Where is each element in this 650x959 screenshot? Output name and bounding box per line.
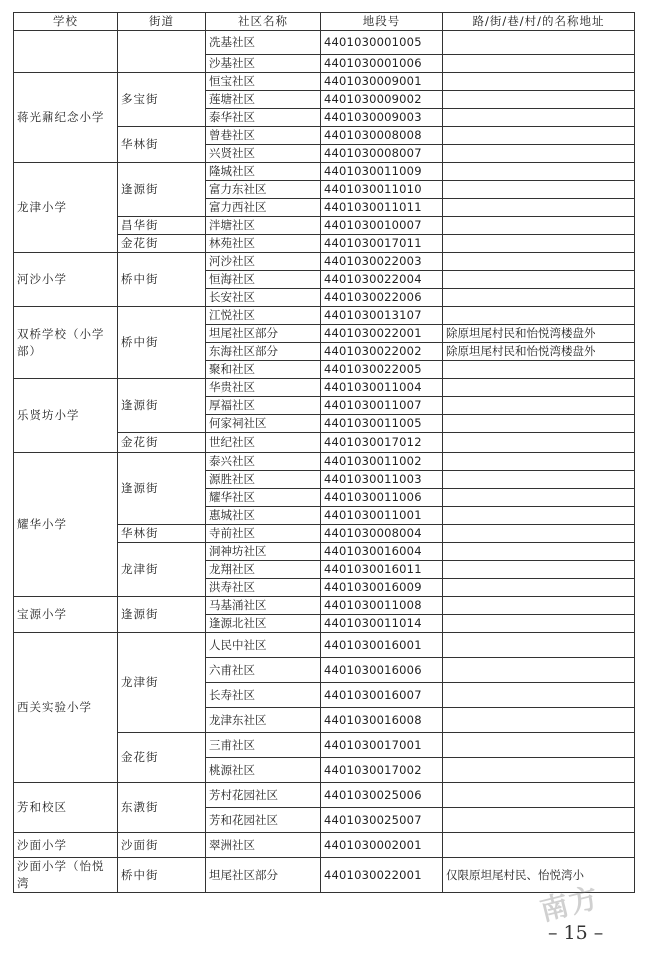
address-cell [443,217,635,235]
street-cell: 桥中街 [118,253,206,307]
community-cell: 泰兴社区 [206,453,321,471]
street-cell: 桥中街 [118,307,206,379]
community-cell: 聚和社区 [206,361,321,379]
street-cell: 龙津街 [118,633,206,733]
address-cell: 仅限原坦尾村民、怡悦湾小 [443,858,635,893]
community-cell: 龙津东社区 [206,708,321,733]
plot-number-cell: 4401030011003 [321,471,443,489]
community-cell: 洞神坊社区 [206,543,321,561]
table-row [14,31,635,55]
address-cell [443,31,635,55]
address-cell [443,808,635,833]
community-cell: 曾巷社区 [206,127,321,145]
community-cell: 东海社区部分 [206,343,321,361]
header-plot-number: 地段号 [321,13,443,31]
page-number: – 15 – [548,922,604,944]
address-cell [443,758,635,783]
address-cell [443,235,635,253]
table-body [14,31,635,893]
plot-number-cell: 4401030016004 [321,543,443,561]
street-cell: 金花街 [118,433,206,453]
plot-number-cell: 4401030010007 [321,217,443,235]
header-address: 路/街/巷/村/的名称地址 [443,13,635,31]
street-cell: 龙津街 [118,543,206,597]
plot-number-cell: 4401030017012 [321,433,443,453]
street-cell: 逢源街 [118,453,206,525]
address-cell [443,633,635,658]
school-cell: 双桥学校（小学部） [14,307,118,379]
header-street: 街道 [118,13,206,31]
plot-number-cell: 4401030011005 [321,415,443,433]
community-cell: 江悦社区 [206,307,321,325]
plot-number-cell: 4401030008008 [321,127,443,145]
community-cell: 惠城社区 [206,507,321,525]
address-cell [443,181,635,199]
address-cell [443,73,635,91]
table-row [14,858,635,893]
watermark-logo: 南方 [536,880,604,928]
header-community: 社区名称 [206,13,321,31]
table-row [14,783,635,808]
community-cell: 兴贤社区 [206,145,321,163]
address-cell [443,833,635,858]
community-cell: 泮塘社区 [206,217,321,235]
community-cell: 冼基社区 [206,31,321,55]
table-row [14,833,635,858]
community-cell: 富力西社区 [206,199,321,217]
street-cell: 东漖街 [118,783,206,833]
address-cell [443,361,635,379]
address-cell [443,145,635,163]
street-cell: 逢源街 [118,163,206,217]
community-cell: 林苑社区 [206,235,321,253]
address-cell [443,733,635,758]
table-row [14,163,635,181]
plot-number-cell: 4401030011001 [321,507,443,525]
plot-number-cell: 4401030009002 [321,91,443,109]
plot-number-cell: 4401030009003 [321,109,443,127]
address-cell [443,253,635,271]
plot-number-cell: 4401030016007 [321,683,443,708]
plot-number-cell: 4401030011011 [321,199,443,217]
street-cell: 华林街 [118,127,206,163]
plot-number-cell: 4401030011002 [321,453,443,471]
plot-number-cell: 4401030022006 [321,289,443,307]
address-cell [443,307,635,325]
table-row [14,307,635,325]
table-row [14,453,635,471]
address-cell [443,415,635,433]
school-district-table [13,12,635,893]
address-cell [443,199,635,217]
address-cell [443,615,635,633]
plot-number-cell: 4401030011014 [321,615,443,633]
header-row [14,13,635,31]
street-cell: 逢源街 [118,597,206,633]
address-cell [443,91,635,109]
community-cell: 源胜社区 [206,471,321,489]
plot-number-cell: 4401030016009 [321,579,443,597]
community-cell: 马基涌社区 [206,597,321,615]
plot-number-cell: 4401030016008 [321,708,443,733]
community-cell: 坦尾社区部分 [206,325,321,343]
school-cell: 龙津小学 [14,163,118,253]
address-cell [443,271,635,289]
community-cell: 泰华社区 [206,109,321,127]
plot-number-cell: 4401030011008 [321,597,443,615]
plot-number-cell: 4401030011006 [321,489,443,507]
school-cell: 耀华小学 [14,453,118,597]
plot-number-cell: 4401030025006 [321,783,443,808]
address-cell [443,433,635,453]
plot-number-cell: 4401030011004 [321,379,443,397]
plot-number-cell: 4401030011010 [321,181,443,199]
plot-number-cell: 4401030013107 [321,307,443,325]
community-cell: 沙基社区 [206,55,321,73]
table-row [14,633,635,658]
address-cell [443,397,635,415]
address-cell [443,471,635,489]
community-cell: 桃源社区 [206,758,321,783]
school-cell: 沙面小学（怡悦湾 [14,858,118,893]
community-cell: 厚福社区 [206,397,321,415]
street-cell: 华林街 [118,525,206,543]
street-cell: 昌华街 [118,217,206,235]
plot-number-cell: 4401030016011 [321,561,443,579]
table-row [14,73,635,91]
community-cell: 坦尾社区部分 [206,858,321,893]
address-cell [443,109,635,127]
plot-number-cell: 4401030011007 [321,397,443,415]
street-cell: 金花街 [118,235,206,253]
school-cell: 西关实验小学 [14,633,118,783]
street-cell: 沙面街 [118,833,206,858]
address-cell [443,489,635,507]
plot-number-cell: 4401030011009 [321,163,443,181]
address-cell [443,507,635,525]
school-cell [14,31,118,73]
plot-number-cell: 4401030001005 [321,31,443,55]
plot-number-cell: 4401030016001 [321,633,443,658]
address-cell: 除原坦尾村民和怡悦湾楼盘外 [443,325,635,343]
street-cell: 桥中街 [118,858,206,893]
address-cell [443,597,635,615]
plot-number-cell: 4401030022003 [321,253,443,271]
community-cell: 耀华社区 [206,489,321,507]
page-number-value: 15 [563,922,588,944]
plot-number-cell: 4401030017002 [321,758,443,783]
street-cell [118,31,206,73]
street-cell: 金花街 [118,733,206,783]
plot-number-cell: 4401030016006 [321,658,443,683]
community-cell: 长寿社区 [206,683,321,708]
address-cell [443,525,635,543]
plot-number-cell: 4401030017001 [321,733,443,758]
plot-number-cell: 4401030022004 [321,271,443,289]
community-cell: 恒海社区 [206,271,321,289]
community-cell: 翠洲社区 [206,833,321,858]
community-cell: 芳村花园社区 [206,783,321,808]
plot-number-cell: 4401030009001 [321,73,443,91]
community-cell: 三甫社区 [206,733,321,758]
community-cell: 富力东社区 [206,181,321,199]
plot-number-cell: 4401030001006 [321,55,443,73]
plot-number-cell: 4401030008004 [321,525,443,543]
school-cell: 沙面小学 [14,833,118,858]
school-cell: 河沙小学 [14,253,118,307]
address-cell [443,453,635,471]
address-cell [443,783,635,808]
address-cell [443,163,635,181]
address-cell [443,561,635,579]
plot-number-cell: 4401030017011 [321,235,443,253]
street-cell: 逢源街 [118,379,206,433]
school-cell: 宝源小学 [14,597,118,633]
address-cell [443,579,635,597]
address-cell [443,127,635,145]
community-cell: 长安社区 [206,289,321,307]
address-cell [443,708,635,733]
community-cell: 华贵社区 [206,379,321,397]
address-cell [443,658,635,683]
community-cell: 世纪社区 [206,433,321,453]
community-cell: 芳和花园社区 [206,808,321,833]
address-cell [443,543,635,561]
table-row [14,379,635,397]
table-row [14,597,635,615]
community-cell: 六甫社区 [206,658,321,683]
school-cell: 芳和校区 [14,783,118,833]
community-cell: 寺前社区 [206,525,321,543]
community-cell: 恒宝社区 [206,73,321,91]
address-cell [443,683,635,708]
street-cell: 多宝街 [118,73,206,127]
address-cell [443,55,635,73]
community-cell: 龙翔社区 [206,561,321,579]
address-cell [443,379,635,397]
plot-number-cell: 4401030008007 [321,145,443,163]
school-cell: 乐贤坊小学 [14,379,118,453]
table-row [14,253,635,271]
plot-number-cell: 4401030022001 [321,325,443,343]
community-cell: 逢源北社区 [206,615,321,633]
plot-number-cell: 4401030022002 [321,343,443,361]
school-cell: 蒋光鼐纪念小学 [14,73,118,163]
header-school: 学校 [14,13,118,31]
plot-number-cell: 4401030022005 [321,361,443,379]
community-cell: 河沙社区 [206,253,321,271]
address-cell: 除原坦尾村民和怡悦湾楼盘外 [443,343,635,361]
community-cell: 人民中社区 [206,633,321,658]
plot-number-cell: 4401030025007 [321,808,443,833]
community-cell: 莲塘社区 [206,91,321,109]
address-cell [443,289,635,307]
plot-number-cell: 4401030002001 [321,833,443,858]
community-cell: 何家祠社区 [206,415,321,433]
plot-number-cell: 4401030022001 [321,858,443,893]
community-cell: 隆城社区 [206,163,321,181]
community-cell: 洪寿社区 [206,579,321,597]
